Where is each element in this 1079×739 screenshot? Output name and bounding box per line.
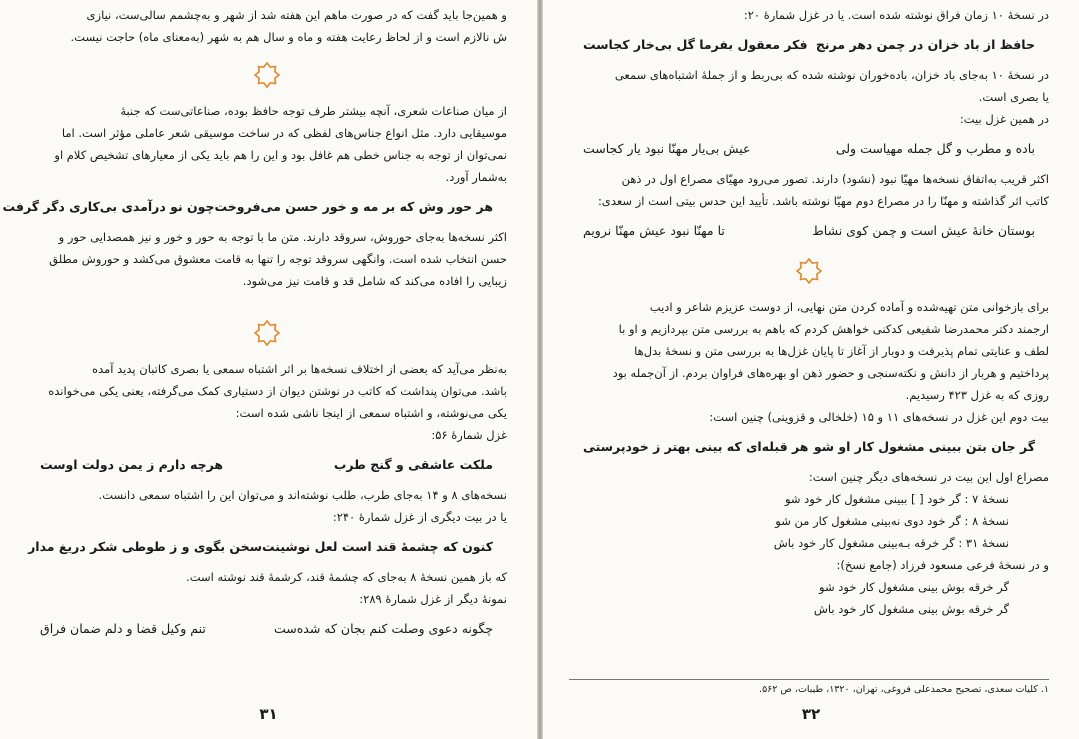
paragraph-line: نمی‌توان از توجه به جناس خطی هم غافل بود و این را هم باید یکی از معیارهای تشخیص کلام او bbox=[54, 148, 507, 162]
hemistich: فکر معقول بفرما گل بی‌خار کجاست bbox=[583, 37, 808, 52]
variant-list bbox=[569, 576, 1049, 620]
paragraph-line: پرداختیم و هربار از دانش و نکته‌سنجی و حضور ذهن او بهره‌های فراوان بردم. از آن‌جمله بود bbox=[612, 366, 1049, 380]
paragraph-line: باشد. می‌توان پنداشت که کاتب در نوشتن دیوان از دستیاری کمک می‌گرفته، یعنی یکی می‌خوانده bbox=[48, 384, 507, 398]
verse bbox=[2, 194, 507, 220]
paragraph-line: اکثر قریب به‌اتفاق نسخه‌ها مهیّا نبود (نشود) دارند. تصور می‌رود مهیّای مصراع اول در ذهن bbox=[621, 172, 1049, 186]
paragraph-line: ارجمند دکتر محمدرضا شفیعی کدکنی خواهش کردم که باهم به بررسی متن بپردازیم و او با bbox=[618, 322, 1049, 336]
verse bbox=[569, 434, 1049, 460]
paragraph-line: در همین غزل بیت: bbox=[959, 112, 1049, 126]
hemistich: هر قبله‌ای که بینی بهتر ز خودپرستی bbox=[583, 439, 809, 454]
variant-line: گر خرقه بوش بینی مشغول کار خود باش bbox=[813, 602, 1009, 616]
star-ornament-icon bbox=[796, 258, 822, 284]
paragraph-line: یکی می‌نوشته، و اشتباه سمعی از اینجا ناشی شده است: bbox=[235, 406, 507, 420]
verse bbox=[569, 32, 1049, 58]
hemistich: کنون که چشمهٔ قند است لعل نوشینت bbox=[261, 539, 493, 554]
paragraph-line: ش نالازم است و از لحاظ رعایت هفته و ماه و سال هم به شهر (به‌معنای ماه) حاجت نیست. bbox=[70, 30, 507, 44]
variant-line: نسخهٔ ۸ : گر خود دوی نه‌بینی مشغول کار من شو bbox=[775, 514, 1009, 528]
paragraph-line: یا بصری است. bbox=[978, 90, 1049, 104]
variant-line: نسخهٔ ۳۱ : گر خرقه‌ بـه‌بینی مشغول کار خود باش bbox=[773, 536, 1009, 550]
paragraph-line: مصراع اول این بیت در نسخه‌های دیگر چنین است: bbox=[808, 470, 1049, 484]
paragraph-line: برای بازخوانی متن تهیه‌شده و آماده کردن متن نهایی، از دوست عزیزم شاعر و ادیب bbox=[649, 300, 1049, 314]
paragraph-line: روزی که به غزل ۴۲۳ رسیدیم. bbox=[905, 388, 1049, 402]
verse bbox=[569, 218, 1049, 244]
hemistich: ملکت عاشقی و گنج طرب bbox=[333, 457, 493, 472]
paragraph-line: موسیقایی دارد. مثل انواع جناس‌های لفظی که در ساخت موسیقی شعر عاملی مؤثر است. اما bbox=[61, 126, 507, 140]
hemistich: تا مهنّا نبود عیش مهنّا نرویم bbox=[583, 223, 725, 238]
verse bbox=[26, 534, 507, 560]
page-number: ۳۱ bbox=[259, 705, 278, 723]
paragraph-line: به‌نظر می‌آید که بعضی از اختلاف نسخه‌ها بر اثر اشتباه سمعی یا بصری کاتبان پدید آمده bbox=[92, 362, 507, 376]
paragraph-line: که باز همین نسخهٔ ۸ به‌جای که چشمهٔ قند، کرشمهٔ قند نوشته است. bbox=[186, 570, 507, 584]
paragraph-line: نسخه‌های ۸ و ۱۴ به‌جای طرب، طلب نوشته‌اند و می‌توان این را اشتباه سمعی دانست. bbox=[98, 488, 507, 502]
variant-list bbox=[569, 488, 1049, 554]
paragraph-line: و همین‌جا باید گفت که در صورت ماهم این هفته شد از شهر و به‌چشمم سالی‌ست، نیازی bbox=[86, 8, 507, 22]
paragraph-line: حسن انتخاب شده است. وانگهی سروقد توجه را تنها به قامت معشوق می‌کشد و حوروش مطلق bbox=[49, 252, 507, 266]
hemistich: گر جان بتن ببینی مشغول کار او شو bbox=[813, 439, 1035, 454]
variant-line: گر خرقه بوش بینی مشغول کار خود شو bbox=[819, 580, 1009, 594]
paragraph-line: غزل شمارهٔ ۵۶: bbox=[431, 428, 507, 442]
paragraph-line: یا در بیت دیگری از غزل شمارهٔ ۲۴۰: bbox=[332, 510, 507, 524]
paragraph-line: در نسخهٔ ۱۰ به‌جای باد خزان، باده‌خوران نوشته شده که بی‌ربط و از جملهٔ اشتباه‌های سمعی bbox=[614, 68, 1049, 82]
left-page bbox=[0, 0, 537, 739]
paragraph-line: کاتب اثر گذاشته و مهنّا را در مصراع دوم مهیّا نوشته باشد. تأیید این حدس بیتی است از سعدی: bbox=[597, 194, 1049, 208]
paragraph-line: اکثر نسخه‌ها به‌جای حوروش، سروقد دارند. متن ما با توجه به حور و خور و نیز همصدایی حور و bbox=[58, 230, 507, 244]
paragraph-line: در نسخهٔ ۱۰ زمان فراق نوشته شده است. یا در غزل شمارهٔ ۲۰: bbox=[743, 8, 1049, 22]
verse bbox=[26, 452, 507, 478]
right-page bbox=[543, 0, 1079, 739]
hemistich: بوستان خانهٔ عیش است و چمن کوی نشاط bbox=[812, 223, 1035, 238]
hemistich: هر حور وش که بر مه و خور حسن می‌فروخت bbox=[214, 199, 493, 214]
paragraph-line: لطف و عنایتی تمام پذیرفت و دوبار از آغاز تا پایان غزل‌ها به بررسی متن و نسخهٔ بدل‌ها bbox=[634, 344, 1049, 358]
paragraph-line: و در نسخهٔ فرعی مسعود فرزاد (جامع نسخ): bbox=[836, 558, 1049, 572]
verse bbox=[569, 136, 1049, 162]
hemistich: عیش بی‌یار مهنّا نبود یار کجاست bbox=[583, 141, 751, 156]
hemistich: حافظ از باد خزان در چمن دهر مرنج bbox=[815, 37, 1035, 52]
paragraph-line: به‌شمار آورد. bbox=[445, 170, 507, 184]
hemistich: چون نو درآمدی بی‌کاری دگر گرفت bbox=[2, 199, 215, 214]
hemistich: تنم وکیل قضا و دلم ضمان فراق bbox=[40, 621, 206, 636]
hemistich: چگونه دعوی وصلت کنم بجان که شده‌ست bbox=[273, 621, 493, 636]
verse bbox=[26, 616, 507, 642]
hemistich: هرچه دارم ز یمن دولت اوست bbox=[40, 457, 224, 472]
star-ornament-icon bbox=[254, 320, 280, 346]
footnote: ۱. کلیات سعدی، تصحیح محمدعلی فروغی، تهران، ۱۳۲۰، طیبات، ص ۵۶۲. bbox=[569, 679, 1049, 695]
paragraph-line: بیت دوم این غزل در نسخه‌های ۱۱ و ۱۵ (خلخالی و قزوینی) چنین است: bbox=[709, 410, 1049, 424]
page-number: ۳۲ bbox=[801, 705, 821, 723]
hemistich: باده و مطرب و گل جمله مهیاست ولی bbox=[835, 141, 1035, 156]
star-ornament-icon bbox=[254, 62, 280, 88]
paragraph-line: نمونهٔ دیگر از غزل شمارهٔ ۲۸۹: bbox=[359, 592, 507, 606]
paragraph-line: زیبایی را افاده می‌کند که شامل قد و قامت نیز می‌شود. bbox=[242, 274, 507, 288]
variant-line: نسخهٔ ۷ : گر خود [ ] ببینی مشغول کار خود شو bbox=[784, 492, 1009, 506]
paragraph-line: از میان صناعات شعری، آنچه بیشتر طرف توجه حافظ بوده، صناعاتی‌ست که جنبهٔ bbox=[120, 104, 507, 118]
hemistich: سخن بگوی و ز طوطی شکر دریغ مدار bbox=[28, 539, 262, 554]
